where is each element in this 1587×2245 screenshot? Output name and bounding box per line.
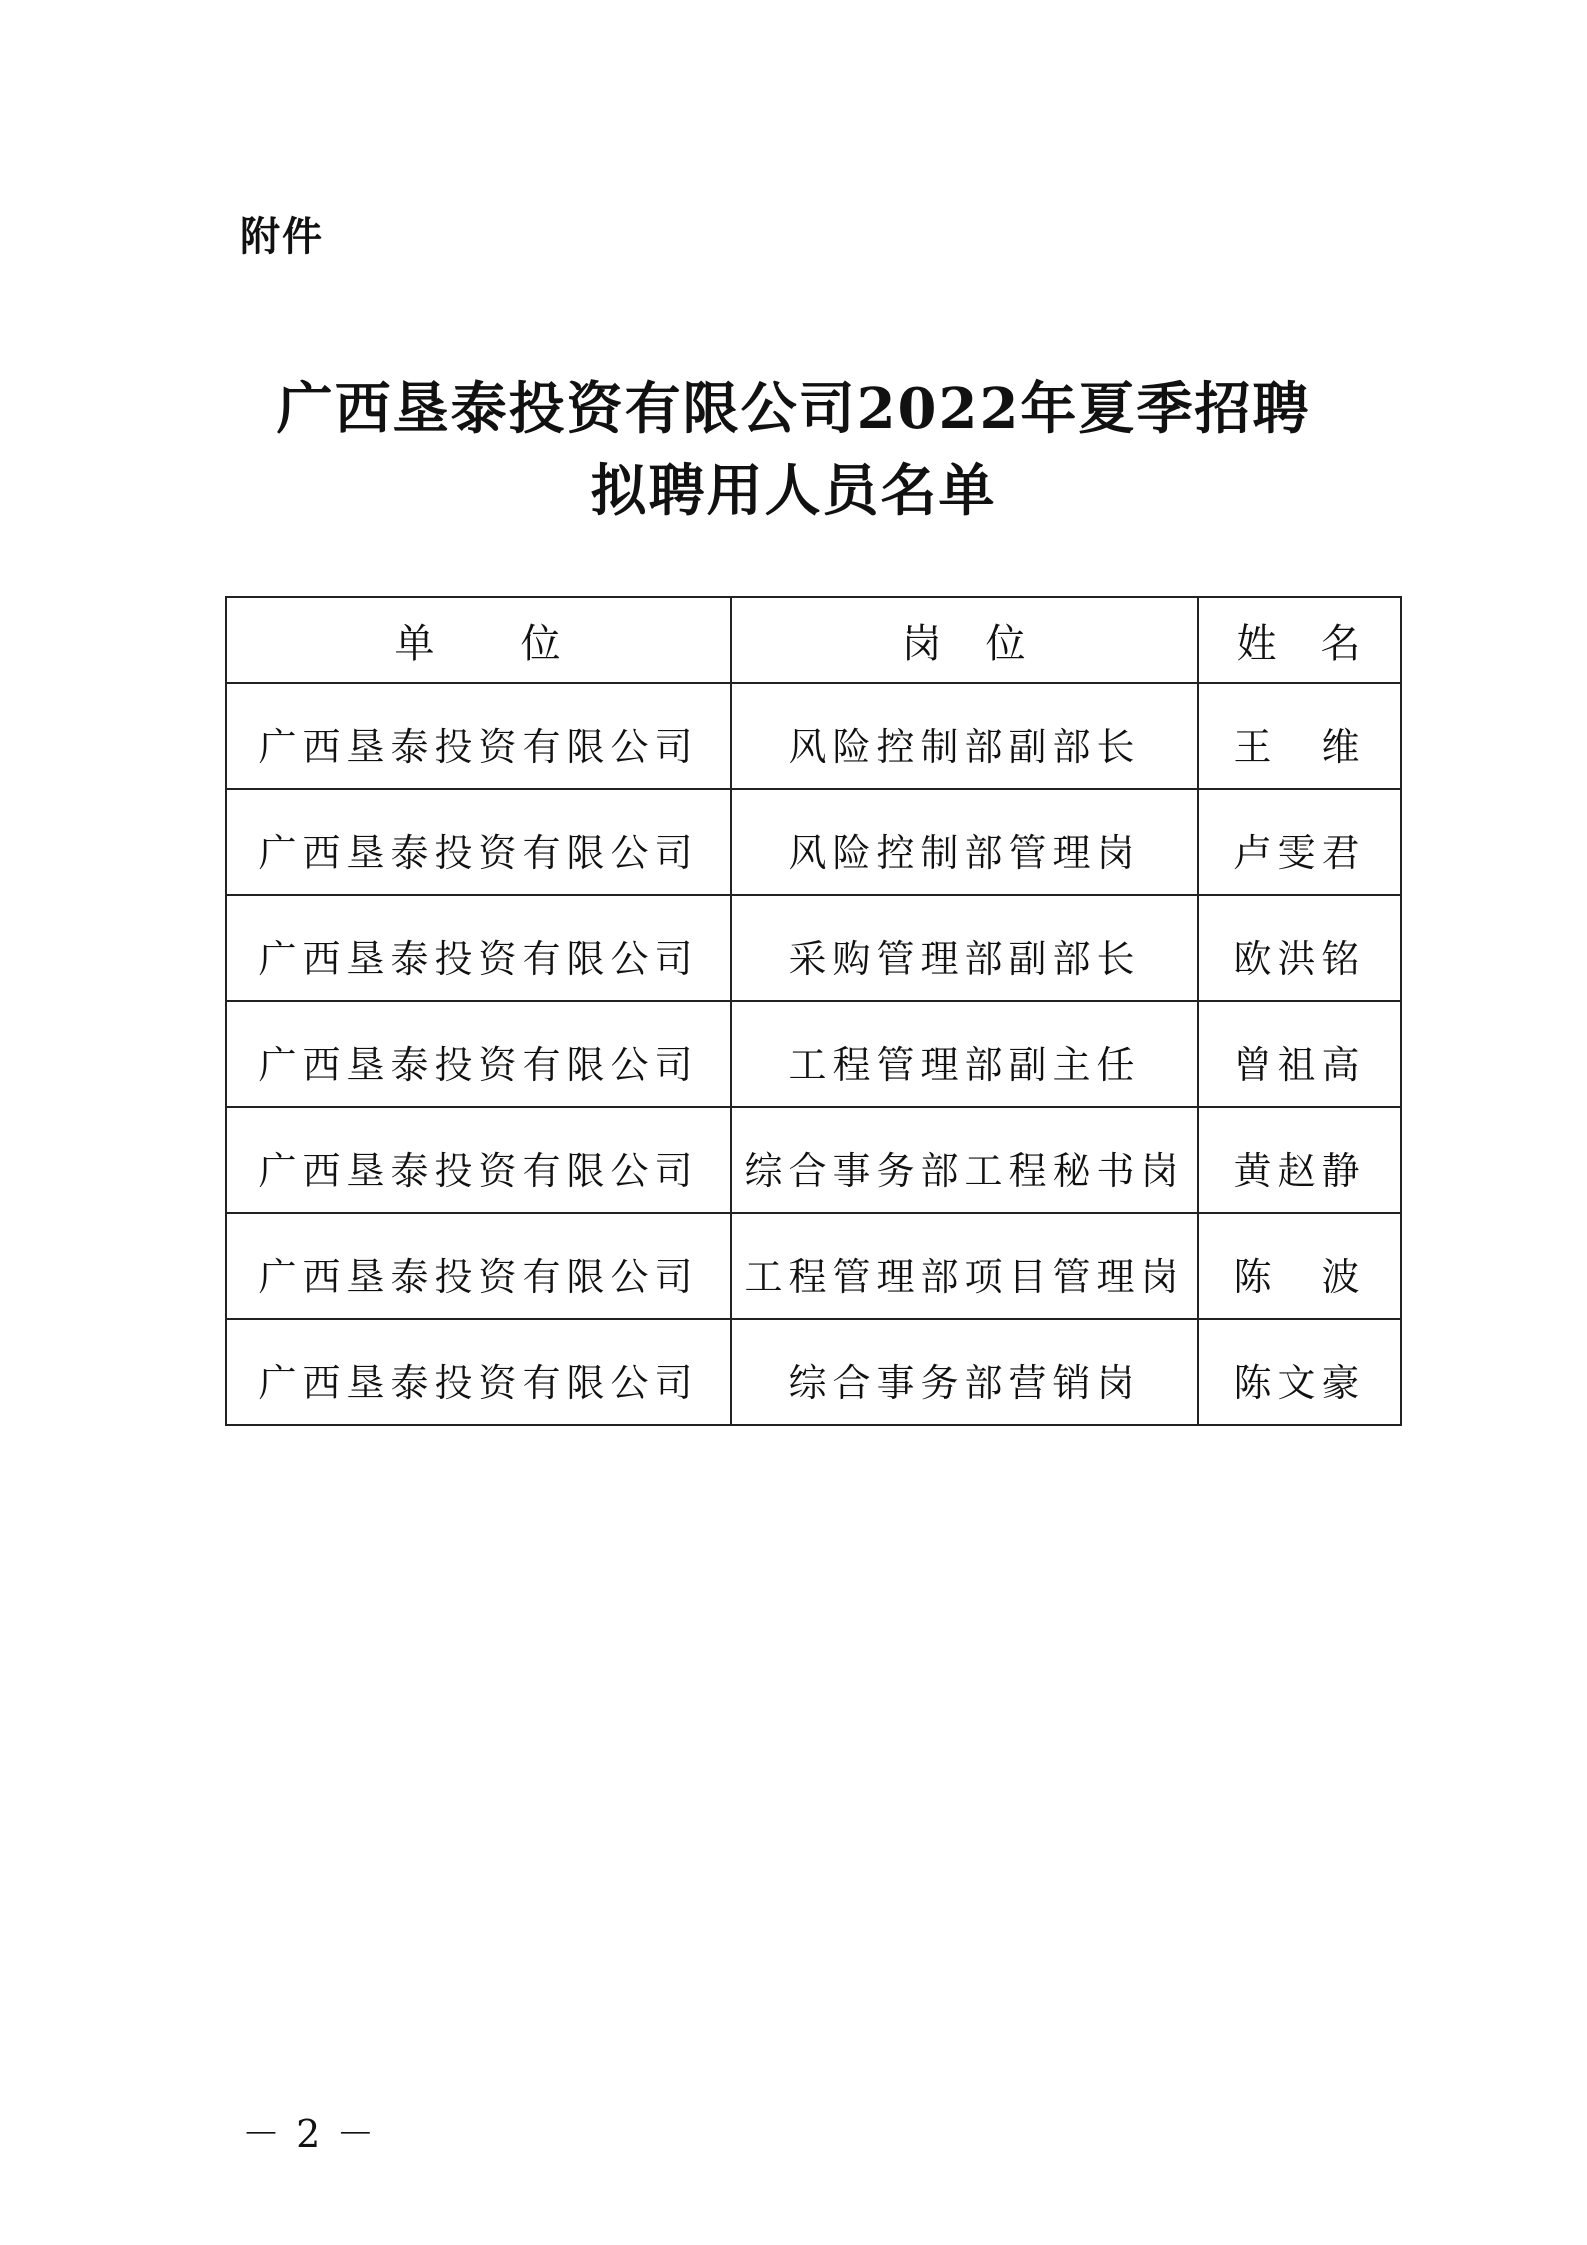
cell-post: 综合事务部营销岗 <box>731 1319 1198 1425</box>
attachment-label: 附件 <box>240 214 324 260</box>
cell-unit: 广西垦泰投资有限公司 <box>226 683 731 789</box>
table-header-row <box>226 597 1401 683</box>
cell-unit: 广西垦泰投资有限公司 <box>226 1213 731 1319</box>
cell-post: 风险控制部副部长 <box>731 683 1198 789</box>
cell-unit: 广西垦泰投资有限公司 <box>226 895 731 1001</box>
table-row <box>226 789 1401 895</box>
table-row <box>226 895 1401 1001</box>
cell-post: 采购管理部副部长 <box>731 895 1198 1001</box>
cell-name: 黄赵静 <box>1198 1107 1401 1213</box>
cell-unit: 广西垦泰投资有限公司 <box>226 1001 731 1107</box>
cell-post: 风险控制部管理岗 <box>731 789 1198 895</box>
cell-name: 王 维 <box>1198 683 1401 789</box>
cell-post: 工程管理部项目管理岗 <box>731 1213 1198 1319</box>
cell-name: 欧洪铭 <box>1198 895 1401 1001</box>
table-row <box>226 1213 1401 1319</box>
cell-name: 陈 波 <box>1198 1213 1401 1319</box>
table-row <box>226 683 1401 789</box>
cell-name: 卢雯君 <box>1198 789 1401 895</box>
cell-name: 曾祖高 <box>1198 1001 1401 1107</box>
cell-unit: 广西垦泰投资有限公司 <box>226 789 731 895</box>
table-row <box>226 1001 1401 1107</box>
cell-name: 陈文豪 <box>1198 1319 1401 1425</box>
document-title-line-2: 拟聘用人员名单 <box>590 458 997 524</box>
header-post: 岗 位 <box>731 597 1198 683</box>
cell-post: 综合事务部工程秘书岗 <box>731 1107 1198 1213</box>
cell-unit: 广西垦泰投资有限公司 <box>226 1107 731 1213</box>
cell-post: 工程管理部副主任 <box>731 1001 1198 1107</box>
table-row <box>226 1107 1401 1213</box>
document-title-line-1: 广西垦泰投资有限公司2022年夏季招聘 <box>276 376 1311 442</box>
cell-unit: 广西垦泰投资有限公司 <box>226 1319 731 1425</box>
table-row <box>226 1319 1401 1425</box>
hiring-roster-table <box>225 596 1402 1426</box>
header-name: 姓 名 <box>1198 597 1401 683</box>
page-number: － 2 － <box>242 2112 377 2156</box>
header-unit: 单 位 <box>226 597 731 683</box>
